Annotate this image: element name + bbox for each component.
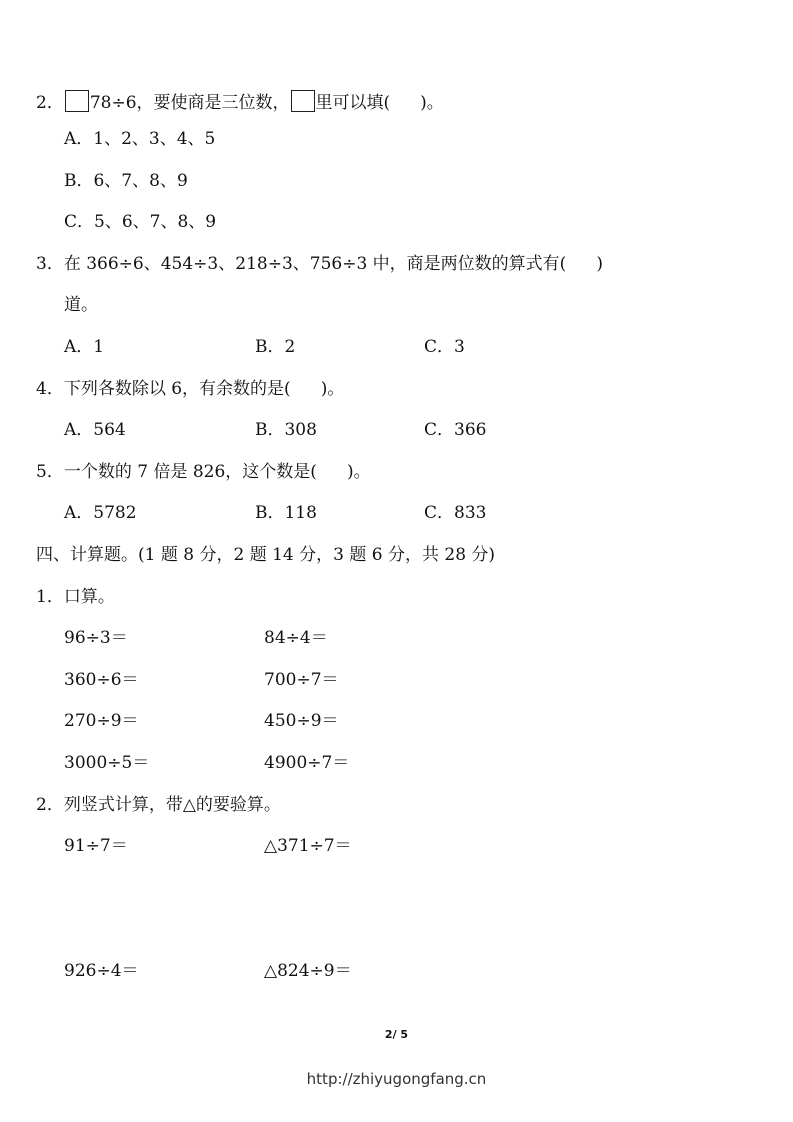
question-text: 里可以填( [315,93,391,113]
vertical-calc-item: △824÷9＝ [264,961,352,981]
question-number: 4． [36,379,64,399]
question-text: )。 [346,462,371,482]
oral-calc-item: 700÷7＝ [264,670,339,690]
question-3 [36,253,603,275]
option-a: A．564 [64,420,126,440]
oral-calc-item: 3000÷5＝ [64,753,150,773]
oral-calc-item: 360÷6＝ [64,670,139,690]
option-b: B．118 [255,503,317,523]
calc-2-heading [36,794,281,816]
question-number: 1． [36,587,64,607]
vertical-calc-item: 91÷7＝ [64,836,128,856]
vertical-calc-item: 926÷4＝ [64,961,139,981]
option-b: B．308 [255,420,317,440]
blank-box [65,90,89,112]
oral-calc-item: 4900÷7＝ [264,753,350,773]
oral-calc-item: 96÷3＝ [64,628,128,648]
option-c: C．833 [424,503,487,523]
page-number: 2/ 5 [384,1028,409,1041]
question-text: )。 [320,379,345,399]
question-2 [36,90,444,114]
question-text: )。 [420,93,444,113]
option-c: C．5、6、7、8、9 [64,212,217,232]
vertical-calc-item: △371÷7＝ [264,836,352,856]
question-4 [36,378,344,400]
footer-url: http://zhiyugongfang.cn [306,1070,487,1088]
question-text: 下列各数除以 6，有余数的是( [63,379,291,399]
option-b: B．2 [255,337,296,357]
question-text: ) [596,254,603,274]
question-text: 在 366÷6、454÷3、218÷3、756÷3 中，商是两位数的算式有( [63,254,567,274]
question-number: 3． [36,254,64,274]
option-c: C．3 [424,337,465,357]
oral-calc-item: 450÷9＝ [264,711,339,731]
option-a: A．1、2、3、4、5 [64,129,216,149]
question-5 [36,461,371,483]
oral-calc-item: 84÷4＝ [264,628,328,648]
oral-calc-item: 270÷9＝ [64,711,139,731]
calc-1-heading [36,586,115,608]
option-a: A．1 [64,337,105,357]
question-text: 口算。 [63,587,115,607]
question-text: 列竖式计算，带△的要验算。 [63,795,281,815]
section-title: 四、计算题。(1 题 8 分，2 题 14 分，3 题 6 分，共 28 分) [36,545,496,565]
option-a: A．5782 [64,503,137,523]
question-number: 2． [36,795,64,815]
question-text: 78÷6，要使商是三位数， [89,93,290,113]
question-number: 5． [36,462,64,482]
blank-box [291,90,315,112]
question-text: 一个数的 7 倍是 826，这个数是( [63,462,317,482]
question-number: 2． [36,93,64,113]
option-b: B．6、7、8、9 [64,171,188,191]
question-continuation: 道。 [64,295,98,315]
option-c: C．366 [424,420,487,440]
